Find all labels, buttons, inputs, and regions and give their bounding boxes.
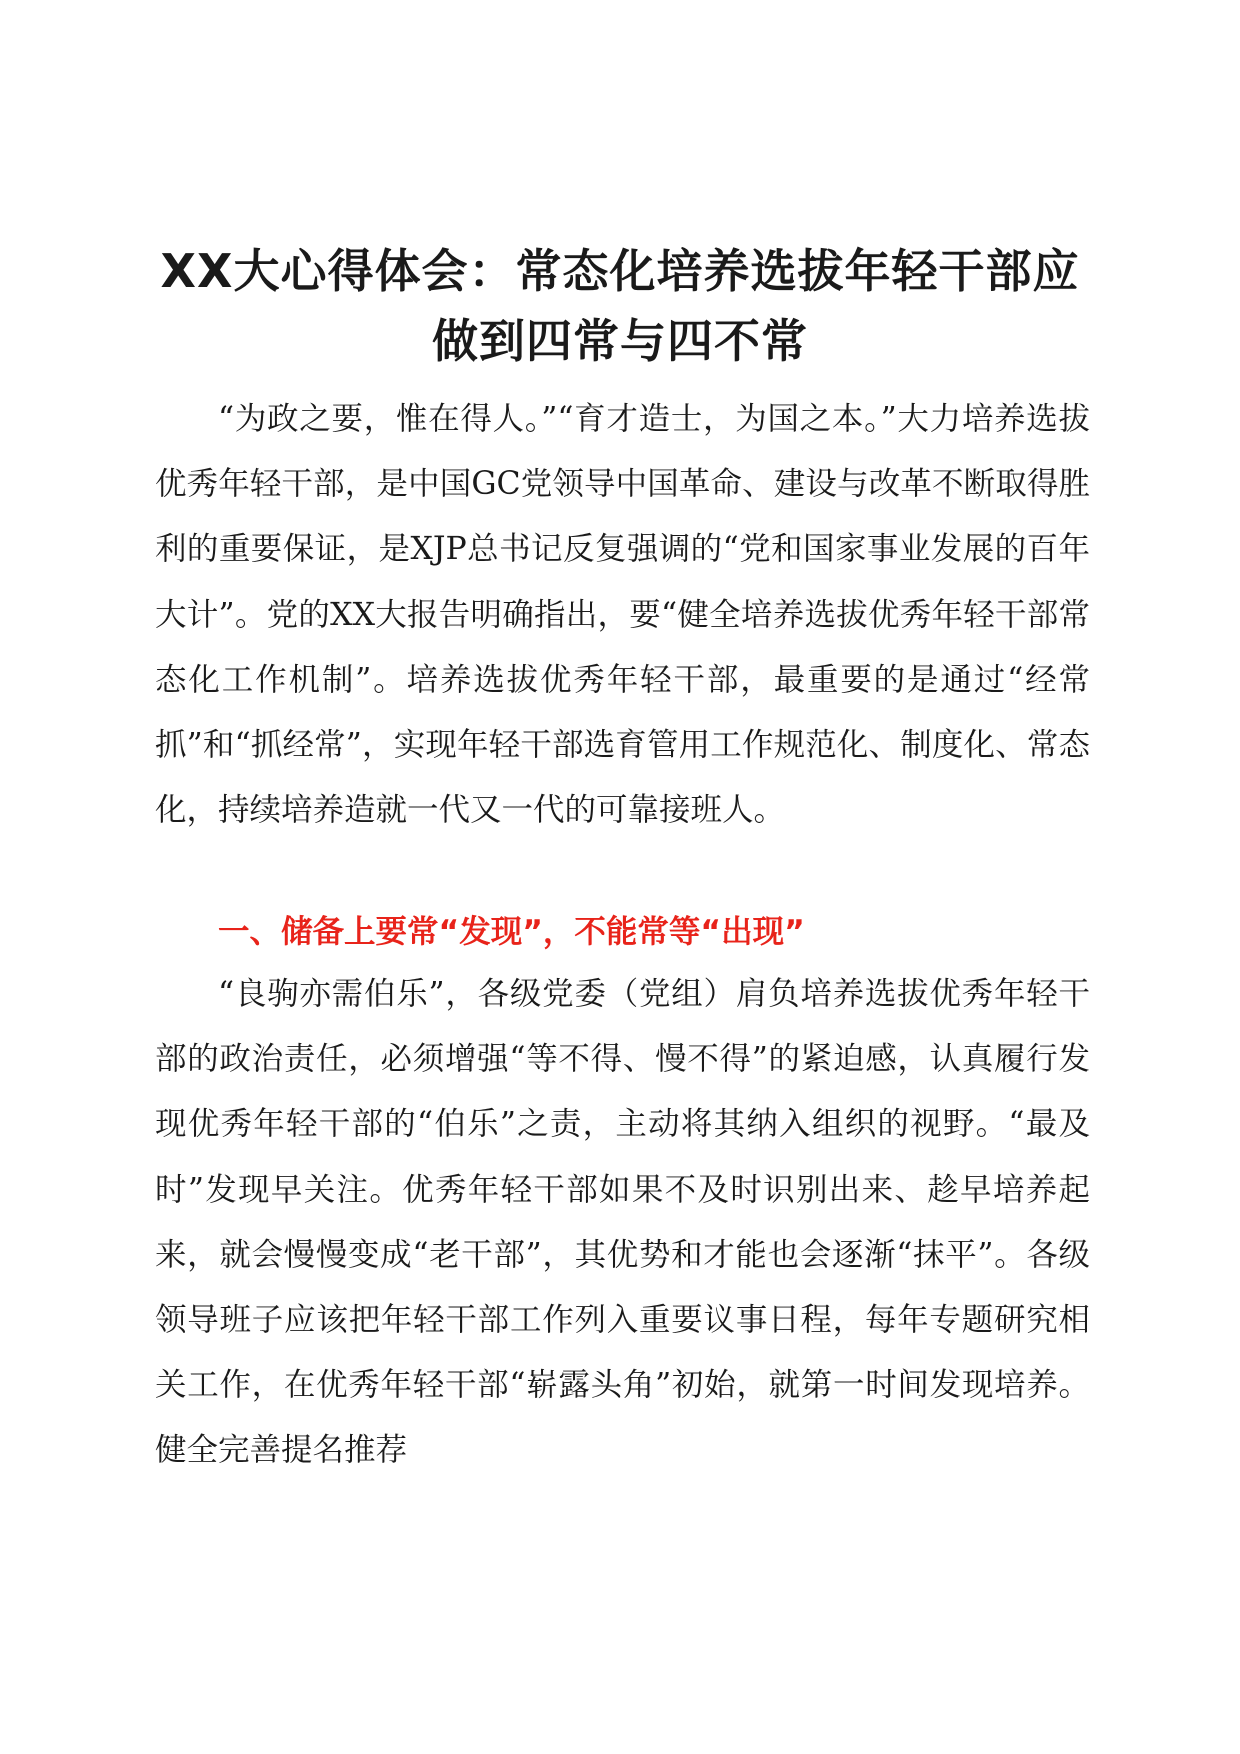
- document-title: [140, 236, 1100, 376]
- title-line-1: XX大心得体会：常态化培养选拔年轻干部应: [160, 244, 1080, 298]
- intro-paragraph: “为政之要，惟在得人。”“育才造士，为国之本。”大力培养选拔优秀年轻干部，是中国GC党领导中国革命、建设与改革不断取得胜利的重要保证，是XJP总书记反复强调的“党和国家事业发展的百年大计”。党的XX大报告明确指出，要“健全培养选拔优秀年轻干部常态化工作机制”。培养选拔优秀年轻干部，最重要的是通过“经常抓”和“抓经常”，实现年轻干部选育管用工作规范化、制度化、常态化，持续培养造就一代又一代的可靠接班人。: [155, 401, 1090, 829]
- title-line-2: 做到四常与四不常: [432, 314, 808, 368]
- section-1-paragraph: “良驹亦需伯乐”，各级党委（党组）肩负培养选拔优秀年轻干部的政治责任，必须增强“等不得、慢不得”的紧迫感，认真履行发现优秀年轻干部的“伯乐”之责，主动将其纳入组织的视野。“最及时”发现早关注。优秀年轻干部如果不及时识别出来、趁早培养起来，就会慢慢变成“老干部”，其优势和才能也会逐渐“抹平”。各级领导班子应该把年轻干部工作列入重要议事日程，每年专题研究相关工作，在优秀年轻干部“崭露头角”初始，就第一时间发现培养。健全完善提名推荐: [155, 976, 1090, 1469]
- section-heading-1: 一、储备上要常“发现”，不能常等“出现”: [218, 914, 805, 950]
